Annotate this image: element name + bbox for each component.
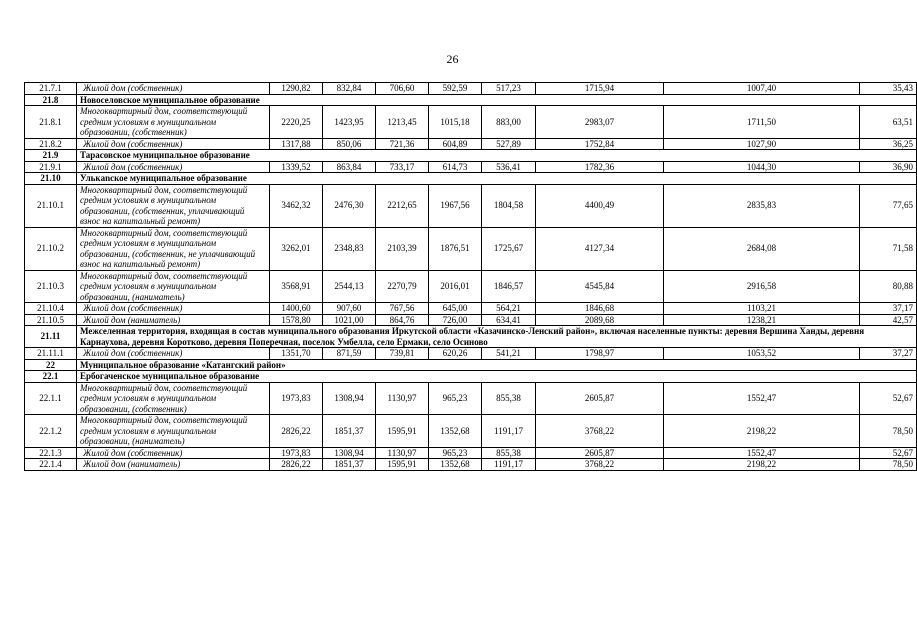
- housing-type: Жилой дом (собственник): [77, 348, 270, 360]
- table-row: [25, 184, 917, 227]
- value-cell: 907,60: [323, 303, 376, 315]
- housing-type: Многоквартирный дом, соответствующий средним условиям в муниципальном образовании, (наниматель): [77, 415, 270, 448]
- value-cell: 1711,50: [664, 106, 860, 139]
- housing-type: Жилой дом (собственник): [77, 447, 270, 459]
- section-title: Межселенная территория, входящая в состав муниципального образования Иркутской области «Казачинско-Ленский район», включая населенные пункты: деревня Вершина Ханды, деревня Карнаухова, деревня Коротково, деревня Поперечная, поселок Умбелла, село Ермаки, село Осиново: [77, 326, 917, 348]
- row-code: 21.10.1: [25, 184, 77, 227]
- tariff-table-body: [25, 83, 917, 471]
- row-code: 22.1.1: [25, 382, 77, 415]
- value-cell: 1552,47: [664, 447, 860, 459]
- housing-type: Жилой дом (собственник): [77, 161, 270, 173]
- value-cell: 726,00: [429, 314, 482, 326]
- value-cell: 1308,94: [323, 382, 376, 415]
- value-cell: 3568,91: [270, 270, 323, 303]
- value-cell: 1352,68: [429, 415, 482, 448]
- value-cell: 52,67: [860, 382, 917, 415]
- value-cell: 2198,22: [664, 415, 860, 448]
- housing-type: Жилой дом (собственник): [77, 303, 270, 315]
- value-cell: 1595,91: [376, 415, 429, 448]
- row-code: 21.9: [25, 150, 77, 162]
- value-cell: 1351,70: [270, 348, 323, 360]
- value-cell: 767,56: [376, 303, 429, 315]
- housing-type: Жилой дом (наниматель): [77, 314, 270, 326]
- value-cell: 1400,60: [270, 303, 323, 315]
- value-cell: 541,21: [482, 348, 536, 360]
- value-cell: 1021,00: [323, 314, 376, 326]
- value-cell: 35,43: [860, 83, 917, 95]
- section-header-row: [25, 94, 917, 106]
- value-cell: 2826,22: [270, 415, 323, 448]
- housing-type: Многоквартирный дом, соответствующий средним условиям в муниципальном образовании, (собственник, уплачивающий взнос на капитальный ремонт): [77, 184, 270, 227]
- housing-type: Жилой дом (собственник): [77, 138, 270, 150]
- value-cell: 1317,88: [270, 138, 323, 150]
- value-cell: 1851,37: [323, 459, 376, 471]
- value-cell: 733,17: [376, 161, 429, 173]
- value-cell: 1578,80: [270, 314, 323, 326]
- value-cell: 2198,22: [664, 459, 860, 471]
- value-cell: 1191,17: [482, 459, 536, 471]
- row-code: 22.1: [25, 371, 77, 383]
- value-cell: 3262,01: [270, 227, 323, 270]
- table-row: [25, 106, 917, 139]
- value-cell: 1967,56: [429, 184, 482, 227]
- value-cell: 3768,22: [536, 459, 664, 471]
- value-cell: 78,50: [860, 415, 917, 448]
- value-cell: 2476,30: [323, 184, 376, 227]
- value-cell: 871,59: [323, 348, 376, 360]
- value-cell: 1595,91: [376, 459, 429, 471]
- value-cell: 1552,47: [664, 382, 860, 415]
- value-cell: 1130,97: [376, 447, 429, 459]
- row-code: 21.9.1: [25, 161, 77, 173]
- value-cell: 71,58: [860, 227, 917, 270]
- housing-type: Многоквартирный дом, соответствующий средним условиям в муниципальном образовании, (собственник): [77, 382, 270, 415]
- row-code: 21.8.1: [25, 106, 77, 139]
- row-code: 22.1.4: [25, 459, 77, 471]
- row-code: 21.8.2: [25, 138, 77, 150]
- value-cell: 1846,57: [482, 270, 536, 303]
- value-cell: 832,84: [323, 83, 376, 95]
- section-title: Тарасовское муниципальное образование: [77, 150, 917, 162]
- housing-type: Многоквартирный дом, соответствующий средним условиям в муниципальном образовании, (собственник, не уплачивающий взнос на капитальный ремонт): [77, 227, 270, 270]
- table-row: [25, 382, 917, 415]
- housing-type: Жилой дом (наниматель): [77, 459, 270, 471]
- section-header-row: [25, 371, 917, 383]
- table-row: [25, 415, 917, 448]
- value-cell: 527,89: [482, 138, 536, 150]
- section-title: Улькanское муниципальное образование: [77, 173, 917, 185]
- value-cell: 517,23: [482, 83, 536, 95]
- housing-type: Многоквартирный дом, соответствующий средним условиям в муниципальном образовании, (наниматель): [77, 270, 270, 303]
- row-code: 22.1.2: [25, 415, 77, 448]
- value-cell: 80,88: [860, 270, 917, 303]
- value-cell: 965,23: [429, 447, 482, 459]
- value-cell: 2212,65: [376, 184, 429, 227]
- value-cell: 965,23: [429, 382, 482, 415]
- value-cell: 1352,68: [429, 459, 482, 471]
- value-cell: 1053,52: [664, 348, 860, 360]
- row-code: 21.10: [25, 173, 77, 185]
- value-cell: 1308,94: [323, 447, 376, 459]
- value-cell: 2270,79: [376, 270, 429, 303]
- row-code: 22.1.3: [25, 447, 77, 459]
- value-cell: 2348,83: [323, 227, 376, 270]
- value-cell: 883,00: [482, 106, 536, 139]
- table-row: [25, 314, 917, 326]
- value-cell: 4400,49: [536, 184, 664, 227]
- value-cell: 37,27: [860, 348, 917, 360]
- value-cell: 604,89: [429, 138, 482, 150]
- value-cell: 2983,07: [536, 106, 664, 139]
- value-cell: 2016,01: [429, 270, 482, 303]
- value-cell: 1782,36: [536, 161, 664, 173]
- value-cell: 37,17: [860, 303, 917, 315]
- housing-type: Жилой дом (собственник): [77, 83, 270, 95]
- table-row: [25, 348, 917, 360]
- value-cell: 1804,58: [482, 184, 536, 227]
- value-cell: 614,73: [429, 161, 482, 173]
- value-cell: 1851,37: [323, 415, 376, 448]
- section-title: Муниципальное образование «Катангский район»: [77, 359, 917, 371]
- value-cell: 1213,45: [376, 106, 429, 139]
- section-title: Ербогаченское муниципальное образование: [77, 371, 917, 383]
- value-cell: 2916,58: [664, 270, 860, 303]
- value-cell: 1103,21: [664, 303, 860, 315]
- value-cell: 1339,52: [270, 161, 323, 173]
- value-cell: 592,59: [429, 83, 482, 95]
- value-cell: 2220,25: [270, 106, 323, 139]
- value-cell: 1191,17: [482, 415, 536, 448]
- value-cell: 1290,82: [270, 83, 323, 95]
- value-cell: 620,26: [429, 348, 482, 360]
- value-cell: 1238,21: [664, 314, 860, 326]
- value-cell: 1423,95: [323, 106, 376, 139]
- value-cell: 52,67: [860, 447, 917, 459]
- value-cell: 2826,22: [270, 459, 323, 471]
- value-cell: 1798,97: [536, 348, 664, 360]
- value-cell: 536,41: [482, 161, 536, 173]
- value-cell: 1973,83: [270, 382, 323, 415]
- section-header-row: [25, 173, 917, 185]
- value-cell: 78,50: [860, 459, 917, 471]
- value-cell: 1752,84: [536, 138, 664, 150]
- value-cell: 1715,94: [536, 83, 664, 95]
- section-title: Новоселовское муниципальное образование: [77, 94, 917, 106]
- value-cell: 863,84: [323, 161, 376, 173]
- value-cell: 2605,87: [536, 447, 664, 459]
- value-cell: 2089,68: [536, 314, 664, 326]
- value-cell: 4127,34: [536, 227, 664, 270]
- value-cell: 42,57: [860, 314, 917, 326]
- value-cell: 706,60: [376, 83, 429, 95]
- value-cell: 1027,90: [664, 138, 860, 150]
- value-cell: 2684,08: [664, 227, 860, 270]
- row-code: 21.11.1: [25, 348, 77, 360]
- housing-type: Многоквартирный дом, соответствующий средним условиям в муниципальном образовании, (собственник): [77, 106, 270, 139]
- value-cell: 855,38: [482, 447, 536, 459]
- table-row: [25, 270, 917, 303]
- row-code: 21.7.1: [25, 83, 77, 95]
- row-code: 21.11: [25, 326, 77, 348]
- row-code: 21.10.2: [25, 227, 77, 270]
- value-cell: 1973,83: [270, 447, 323, 459]
- table-row: [25, 227, 917, 270]
- value-cell: 1015,18: [429, 106, 482, 139]
- value-cell: 4545,84: [536, 270, 664, 303]
- value-cell: 3462,32: [270, 184, 323, 227]
- table-row: [25, 83, 917, 95]
- table-row: [25, 459, 917, 471]
- row-code: 21.10.3: [25, 270, 77, 303]
- table-row: [25, 447, 917, 459]
- value-cell: 634,41: [482, 314, 536, 326]
- value-cell: 77,65: [860, 184, 917, 227]
- value-cell: 1846,68: [536, 303, 664, 315]
- page-number: 26: [446, 52, 459, 66]
- value-cell: 645,00: [429, 303, 482, 315]
- table-row: [25, 138, 917, 150]
- tariff-table: [24, 82, 917, 471]
- row-code: 21.10.5: [25, 314, 77, 326]
- value-cell: 1044,30: [664, 161, 860, 173]
- value-cell: 739,81: [376, 348, 429, 360]
- value-cell: 855,38: [482, 382, 536, 415]
- section-header-row: [25, 326, 917, 348]
- value-cell: 564,21: [482, 303, 536, 315]
- value-cell: 1876,51: [429, 227, 482, 270]
- section-header-row: [25, 359, 917, 371]
- table-row: [25, 303, 917, 315]
- value-cell: 2835,83: [664, 184, 860, 227]
- value-cell: 721,36: [376, 138, 429, 150]
- value-cell: 864,76: [376, 314, 429, 326]
- row-code: 21.10.4: [25, 303, 77, 315]
- table-row: [25, 161, 917, 173]
- value-cell: 2544,13: [323, 270, 376, 303]
- value-cell: 3768,22: [536, 415, 664, 448]
- value-cell: 63,51: [860, 106, 917, 139]
- value-cell: 2605,87: [536, 382, 664, 415]
- value-cell: 1130,97: [376, 382, 429, 415]
- section-header-row: [25, 150, 917, 162]
- value-cell: 850,06: [323, 138, 376, 150]
- value-cell: 36,90: [860, 161, 917, 173]
- row-code: 22: [25, 359, 77, 371]
- value-cell: 36,25: [860, 138, 917, 150]
- value-cell: 1725,67: [482, 227, 536, 270]
- value-cell: 1007,40: [664, 83, 860, 95]
- row-code: 21.8: [25, 94, 77, 106]
- value-cell: 2103,39: [376, 227, 429, 270]
